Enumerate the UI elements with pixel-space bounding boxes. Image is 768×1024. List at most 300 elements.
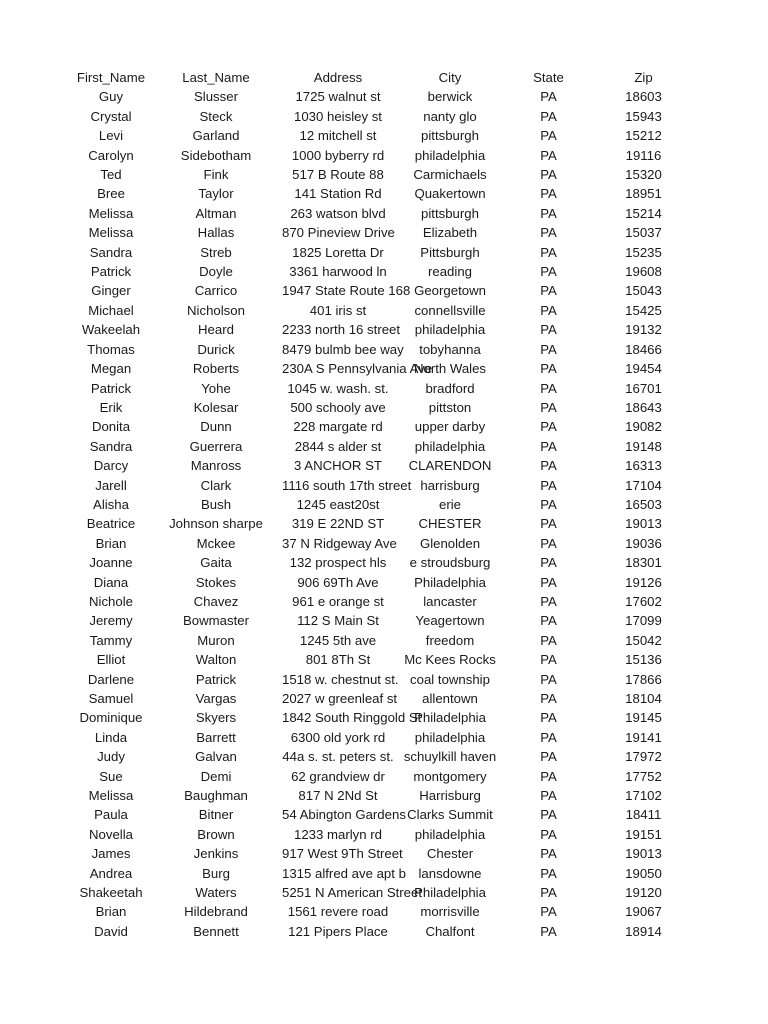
cell-state: PA	[540, 477, 557, 493]
cell-last-name: Taylor	[198, 186, 234, 202]
cell-first-name: Sandra	[89, 438, 133, 454]
table-row	[72, 514, 696, 533]
cell-city: philadelphia	[414, 729, 486, 745]
header-zip: Zip	[634, 70, 653, 85]
cell-last-name: Streb	[200, 244, 232, 260]
cell-last-name: Brown	[197, 826, 235, 842]
cell-state: PA	[540, 593, 557, 609]
cell-first-name: Erik	[99, 399, 123, 415]
cell-last-name: Durick	[197, 341, 235, 357]
header-address: Address	[313, 70, 363, 85]
cell-first-name: Diana	[93, 574, 129, 590]
cell-state: PA	[540, 691, 557, 706]
cell-city: lancaster	[423, 593, 477, 609]
cell-first-name: Shakeetah	[79, 885, 143, 901]
cell-city: pittston	[428, 399, 472, 415]
cell-first-name: Thomas	[87, 341, 135, 357]
cell-first-name: Donita	[91, 419, 131, 435]
cell-first-name: Judy	[97, 749, 125, 765]
cell-address: 3361 harwood ln	[289, 264, 387, 280]
table-row	[72, 456, 696, 475]
cell-state: PA	[540, 380, 557, 396]
cell-city: Quakertown	[414, 186, 486, 202]
cell-address: 401 iris st	[309, 302, 367, 318]
cell-first-name: Melissa	[88, 205, 134, 221]
cell-state: PA	[540, 923, 557, 939]
cell-city: upper darby	[414, 419, 486, 435]
cell-first-name: Carolyn	[88, 147, 134, 163]
cell-first-name: Levi	[98, 128, 124, 144]
cell-first-name: Samuel	[88, 691, 134, 706]
cell-address: 263 watson blvd	[290, 205, 386, 221]
cell-zip: 19013	[625, 846, 662, 862]
cell-first-name: Megan	[90, 361, 132, 377]
cell-state: PA	[540, 438, 557, 454]
cell-zip: 17102	[625, 788, 662, 804]
table-row	[72, 379, 696, 398]
table-row	[72, 728, 696, 747]
cell-last-name: Stokes	[195, 574, 237, 590]
cell-address: 1518 w. chestnut st.	[282, 671, 399, 687]
cell-last-name: Jenkins	[193, 846, 239, 862]
cell-city: nanty glo	[423, 108, 477, 124]
cell-zip: 19126	[625, 574, 662, 590]
cell-last-name: Bennett	[193, 923, 239, 939]
table-row	[72, 223, 696, 242]
table-row	[72, 670, 696, 689]
cell-zip: 19082	[625, 419, 662, 435]
cell-address: 37 N Ridgeway Ave	[282, 535, 397, 551]
table-row	[72, 359, 696, 378]
cell-first-name: Elliot	[96, 652, 126, 668]
cell-last-name: Heard	[198, 322, 234, 338]
table-row	[72, 650, 696, 669]
cell-city: Georgetown	[414, 283, 486, 299]
table-row	[72, 417, 696, 436]
cell-state: PA	[540, 885, 557, 901]
cell-last-name: Demi	[200, 768, 232, 784]
cell-state: PA	[540, 147, 557, 163]
cell-zip: 18104	[625, 691, 662, 706]
cell-state: PA	[540, 516, 557, 532]
cell-city: Elizabeth	[422, 225, 478, 241]
cell-first-name: Tammy	[89, 632, 133, 648]
cell-city: allentown	[422, 691, 478, 706]
table-row	[72, 534, 696, 553]
cell-city: pittsburgh	[421, 205, 479, 221]
cell-last-name: Slusser	[194, 89, 238, 105]
cell-city: morrisville	[420, 904, 480, 920]
cell-last-name: Muron	[197, 632, 235, 648]
table-row	[72, 902, 696, 921]
cell-city: erie	[439, 496, 461, 512]
cell-zip: 18466	[625, 341, 662, 357]
cell-address: 8479 bulmb bee way	[282, 341, 404, 357]
cell-zip: 18914	[625, 923, 662, 939]
table-row	[72, 281, 696, 300]
cell-zip: 16503	[625, 496, 662, 512]
table-row	[72, 107, 696, 126]
cell-address: 1825 Loretta Dr	[292, 244, 384, 260]
cell-address: 3 ANCHOR ST	[294, 458, 382, 474]
cell-state: PA	[540, 302, 557, 318]
cell-address: 906 69Th Ave	[297, 574, 379, 590]
table-row	[72, 476, 696, 495]
cell-zip: 15042	[625, 632, 662, 648]
cell-city: North Wales	[413, 361, 487, 377]
cell-zip: 17602	[625, 593, 662, 609]
header-state: State	[533, 70, 564, 85]
table-row	[72, 689, 696, 708]
table-row	[72, 262, 696, 281]
cell-last-name: Manross	[190, 458, 242, 474]
cell-city: Harrisburg	[419, 788, 481, 804]
table-row	[72, 437, 696, 456]
cell-last-name: Bush	[200, 496, 232, 512]
cell-city: philadelphia	[414, 147, 486, 163]
cell-state: PA	[540, 807, 557, 823]
cell-last-name: Galvan	[195, 749, 237, 765]
cell-state: PA	[540, 458, 557, 474]
cell-address: 44a s. st. peters st.	[282, 749, 394, 765]
cell-zip: 18603	[625, 89, 662, 105]
table-row	[72, 786, 696, 805]
cell-state: PA	[540, 710, 557, 726]
cell-zip: 19148	[625, 438, 662, 454]
cell-state: PA	[540, 729, 557, 745]
cell-state: PA	[540, 283, 557, 299]
cell-first-name: Guy	[98, 89, 124, 105]
cell-state: PA	[540, 555, 557, 571]
cell-first-name: Linda	[94, 729, 128, 745]
table-row	[72, 708, 696, 727]
cell-last-name: Roberts	[192, 361, 240, 377]
table-row	[72, 165, 696, 184]
table-row	[72, 146, 696, 165]
cell-last-name: Garland	[192, 128, 240, 144]
cell-address: 500 schooly ave	[290, 399, 386, 415]
cell-city: tobyhanna	[419, 341, 481, 357]
cell-zip: 19141	[625, 729, 662, 745]
table-row	[72, 301, 696, 320]
cell-city: pittsburgh	[421, 128, 479, 144]
cell-city: harrisburg	[420, 477, 480, 493]
cell-first-name: Darlene	[87, 671, 135, 687]
cell-state: PA	[540, 341, 557, 357]
table-row	[72, 204, 696, 223]
contacts-table	[72, 68, 696, 941]
cell-address: 1842 South Ringgold St	[282, 710, 422, 726]
cell-zip: 19050	[625, 865, 662, 881]
cell-first-name: Beatrice	[86, 516, 136, 532]
cell-city: CLARENDON	[408, 458, 492, 474]
cell-address: 870 Pineview Drive	[282, 225, 395, 241]
cell-city: reading	[428, 264, 472, 280]
cell-address: 54 Abington Gardens	[282, 807, 406, 823]
cell-address: 132 prospect hls	[289, 555, 387, 571]
cell-first-name: Novella	[89, 826, 133, 842]
cell-zip: 19036	[625, 535, 662, 551]
cell-last-name: Bowmaster	[183, 613, 249, 629]
cell-address: 1245 east20st	[296, 496, 380, 512]
cell-state: PA	[540, 535, 557, 551]
cell-state: PA	[540, 108, 557, 124]
cell-address: 1947 State Route 168	[282, 283, 411, 299]
cell-city: philadelphia	[414, 438, 486, 454]
cell-city: connellsville	[414, 302, 486, 318]
cell-state: PA	[540, 399, 557, 415]
cell-address: 1000 byberry rd	[291, 147, 385, 163]
cell-zip: 19120	[625, 885, 662, 901]
cell-city: Yeagertown	[415, 613, 485, 629]
cell-zip: 15235	[625, 244, 662, 260]
cell-zip: 15320	[625, 167, 662, 183]
table-row	[72, 864, 696, 883]
cell-zip: 15425	[625, 302, 662, 318]
cell-last-name: Doyle	[199, 264, 233, 280]
table-row	[72, 126, 696, 145]
cell-city: e stroudsburg	[409, 555, 491, 571]
cell-first-name: Melissa	[88, 788, 134, 804]
cell-last-name: Carrico	[194, 283, 238, 299]
cell-state: PA	[540, 749, 557, 765]
table-row	[72, 631, 696, 650]
cell-zip: 18643	[625, 399, 662, 415]
cell-zip: 17972	[625, 749, 662, 765]
cell-zip: 19067	[625, 904, 662, 920]
cell-last-name: Vargas	[195, 691, 237, 706]
cell-address: 230A S Pennsylvania Ave	[282, 361, 433, 377]
cell-state: PA	[540, 865, 557, 881]
cell-state: PA	[540, 496, 557, 512]
cell-last-name: Bitner	[198, 807, 234, 823]
cell-city: philadelphia	[414, 322, 486, 338]
cell-first-name: Brian	[95, 535, 127, 551]
cell-last-name: Steck	[199, 108, 233, 124]
cell-address: 6300 old york rd	[290, 729, 386, 745]
cell-last-name: Walton	[195, 652, 237, 668]
table-row	[72, 767, 696, 786]
table-row	[72, 184, 696, 203]
cell-city: montgomery	[413, 768, 487, 784]
cell-last-name: Fink	[203, 167, 229, 183]
cell-address: 1315 alfred ave apt b	[282, 865, 406, 881]
cell-address: 121 Pipers Place	[288, 923, 388, 939]
cell-city: Clarks Summit	[407, 807, 493, 823]
cell-city: schuylkill haven	[403, 749, 497, 765]
cell-address: 1245 5th ave	[299, 632, 377, 648]
cell-first-name: Sue	[99, 768, 123, 784]
cell-city: Philadelphia	[414, 574, 486, 590]
cell-zip: 15212	[625, 128, 662, 144]
cell-state: PA	[540, 128, 557, 144]
cell-state: PA	[540, 225, 557, 241]
table-row	[72, 844, 696, 863]
cell-zip: 19145	[625, 710, 662, 726]
cell-first-name: Darcy	[93, 458, 129, 474]
cell-first-name: Dominique	[79, 710, 143, 726]
table-row	[72, 573, 696, 592]
table-row	[72, 243, 696, 262]
cell-city: Chalfont	[425, 923, 475, 939]
cell-address: 112 S Main St	[297, 613, 379, 629]
cell-first-name: Patrick	[90, 264, 132, 280]
table-row	[72, 592, 696, 611]
cell-first-name: Sandra	[89, 244, 133, 260]
header-last-name: Last_Name	[182, 70, 250, 85]
cell-first-name: Ted	[100, 167, 122, 183]
cell-address: 2233 north 16 street	[282, 322, 401, 338]
cell-address: 1116 south 17th street	[282, 477, 412, 493]
cell-last-name: Guerrera	[189, 438, 243, 454]
cell-zip: 17752	[625, 768, 662, 784]
cell-first-name: Andrea	[89, 865, 133, 881]
cell-zip: 15037	[625, 225, 662, 241]
cell-last-name: Gaita	[200, 555, 232, 571]
cell-first-name: Joanne	[89, 555, 133, 571]
cell-first-name: Paula	[94, 807, 128, 823]
cell-city: bradford	[425, 380, 475, 396]
cell-first-name: David	[94, 923, 128, 939]
cell-state: PA	[540, 205, 557, 221]
cell-state: PA	[540, 904, 557, 920]
cell-first-name: Patrick	[90, 380, 132, 396]
cell-address: 228 margate rd	[293, 419, 383, 435]
cell-address: 801 8Th St	[305, 652, 371, 668]
cell-address: 1030 heisley st	[294, 108, 382, 124]
header-first-name: First_Name	[76, 70, 146, 85]
table-row	[72, 340, 696, 359]
cell-last-name: Sidebotham	[180, 147, 252, 163]
cell-zip: 19116	[625, 147, 662, 163]
cell-last-name: Kolesar	[193, 399, 239, 415]
cell-address: 517 B Route 88	[292, 167, 384, 183]
table-row	[72, 611, 696, 630]
cell-zip: 18951	[625, 186, 662, 202]
cell-zip: 19454	[625, 361, 662, 377]
cell-city: Philadelphia	[414, 710, 486, 726]
cell-state: PA	[540, 244, 557, 260]
table-row	[72, 553, 696, 572]
cell-city: Pittsburgh	[420, 244, 480, 260]
table-row	[72, 320, 696, 339]
cell-last-name: Altman	[195, 205, 237, 221]
cell-state: PA	[540, 361, 557, 377]
cell-state: PA	[540, 652, 557, 668]
cell-city: Mc Kees Rocks	[404, 652, 496, 668]
cell-last-name: Chavez	[193, 593, 239, 609]
cell-city: philadelphia	[414, 826, 486, 842]
cell-state: PA	[540, 671, 557, 687]
cell-city: freedom	[425, 632, 475, 648]
cell-city: coal township	[410, 671, 490, 687]
cell-first-name: Wakeelah	[81, 322, 141, 338]
cell-first-name: Brian	[95, 904, 127, 920]
cell-state: PA	[540, 768, 557, 784]
cell-first-name: Jeremy	[89, 613, 133, 629]
cell-first-name: Alisha	[93, 496, 129, 512]
cell-address: 1725 walnut st	[295, 89, 381, 105]
cell-zip: 15043	[625, 283, 662, 299]
cell-address: 961 e orange st	[292, 593, 384, 609]
cell-last-name: Skyers	[195, 710, 237, 726]
cell-last-name: Clark	[200, 477, 232, 493]
cell-first-name: Melissa	[88, 225, 134, 241]
cell-zip: 17866	[625, 671, 662, 687]
cell-address: 5251 N American Street	[282, 885, 423, 901]
cell-address: 2844 s alder st	[294, 438, 382, 454]
cell-city: Philadelphia	[414, 885, 486, 901]
cell-state: PA	[540, 419, 557, 435]
cell-address: 1233 marlyn rd	[294, 826, 382, 842]
cell-zip: 15943	[625, 108, 662, 124]
cell-zip: 18411	[625, 807, 662, 823]
table-row	[72, 747, 696, 766]
cell-last-name: Mckee	[196, 535, 236, 551]
table-row	[72, 825, 696, 844]
cell-first-name: Nichole	[89, 593, 133, 609]
cell-city: berwick	[427, 89, 473, 105]
cell-last-name: Hallas	[197, 225, 235, 241]
cell-last-name: Waters	[195, 885, 237, 901]
cell-zip: 19132	[625, 322, 662, 338]
cell-last-name: Hildebrand	[184, 904, 248, 920]
cell-zip: 17104	[625, 477, 662, 493]
cell-address: 917 West 9Th Street	[282, 846, 403, 862]
cell-first-name: Michael	[88, 302, 134, 318]
cell-zip: 19608	[625, 264, 662, 280]
header-row	[72, 68, 696, 87]
cell-zip: 17099	[625, 613, 662, 629]
cell-address: 141 Station Rd	[294, 186, 382, 202]
cell-last-name: Dunn	[200, 419, 232, 435]
cell-zip: 16701	[625, 380, 662, 396]
cell-state: PA	[540, 632, 557, 648]
cell-city: CHESTER	[418, 516, 482, 532]
cell-state: PA	[540, 574, 557, 590]
cell-last-name: Barrett	[196, 729, 236, 745]
cell-last-name: Yohe	[201, 380, 231, 396]
cell-state: PA	[540, 846, 557, 862]
cell-last-name: Patrick	[195, 671, 237, 687]
cell-city: Chester	[426, 846, 474, 862]
cell-state: PA	[540, 167, 557, 183]
cell-address: 319 E 22ND ST	[291, 516, 385, 532]
cell-last-name: Johnson sharpe	[169, 516, 263, 532]
cell-zip: 19013	[625, 516, 662, 532]
cell-first-name: Bree	[97, 186, 125, 202]
header-city: City	[438, 70, 462, 85]
spreadsheet	[72, 68, 696, 941]
table-body	[72, 87, 696, 941]
table-row	[72, 398, 696, 417]
cell-zip: 15136	[625, 652, 662, 668]
cell-first-name: Crystal	[90, 108, 132, 124]
cell-first-name: Jarell	[95, 477, 127, 493]
cell-state: PA	[540, 788, 557, 804]
cell-address: 2027 w greenleaf st	[282, 691, 398, 706]
cell-address: 12 mitchell st	[299, 128, 377, 144]
cell-address: 1561 revere road	[287, 904, 389, 920]
cell-state: PA	[540, 264, 557, 280]
cell-address: 1045 w. wash. st.	[287, 380, 389, 396]
cell-zip: 15214	[625, 205, 662, 221]
cell-zip: 16313	[625, 458, 662, 474]
cell-state: PA	[540, 186, 557, 202]
table-row	[72, 495, 696, 514]
table-row	[72, 805, 696, 824]
table-row	[72, 87, 696, 106]
